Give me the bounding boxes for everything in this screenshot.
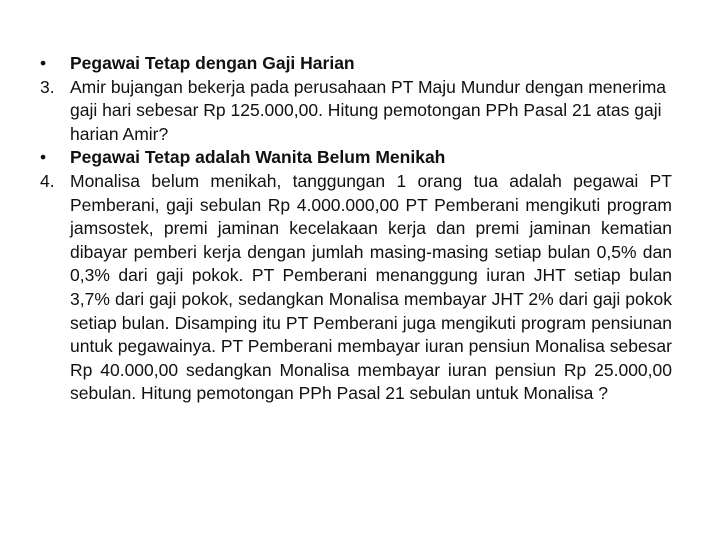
bullet-marker: • bbox=[40, 53, 47, 73]
question-3 bbox=[40, 76, 672, 147]
slide-content bbox=[40, 52, 672, 406]
question-text: Amir bujangan bekerja pada perusahaan PT Maju Mundur dengan menerima gaji hari sebesar Rp 125.000,00. Hitung pemotongan PPh Pasal 21 atas gaji harian Amir? bbox=[70, 76, 667, 144]
bullet-heading-text: Pegawai Tetap adalah Wanita Belum Menikah bbox=[70, 147, 446, 168]
bullet-heading-unmarried-woman bbox=[40, 146, 672, 170]
bullet-marker: • bbox=[40, 147, 47, 168]
bullet-heading-daily-wage bbox=[40, 52, 672, 76]
question-number: 3. bbox=[40, 76, 55, 97]
question-4 bbox=[40, 170, 672, 406]
question-text: Monalisa belum menikah, tanggungan 1 orang tua adalah pegawai PT Pemberani, gaji sebulan Rp 4.000.000,00 PT Pemberani mengikuti program jamsostek, premi jaminan kecelakaan kerja dan premi jaminan kematian dibayar pemberi kerja dengan jumlah masing-masing setiap bulan 0,5% dan 0,3% dari gaji pokok. PT Pemberani menanggung iuran JHT setiap bulan 3,7% dari gaji pokok, sedangkan Monalisa membayar JHT 2% dari gaji pokok setiap bulan. Disamping itu PT Pemberani juga mengikuti program pensiunan untuk pegawainya. PT Pemberani membayar iuran pensiun Monalisa sebesar Rp 40.000,00 sedangkan Monalisa membayar iuran pensiun Rp 25.000,00 sebulan. Hitung pemotongan PPh Pasal 21 sebulan untuk Monalisa ? bbox=[70, 170, 672, 404]
question-number: 4. bbox=[40, 170, 55, 191]
bullet-heading-text: Pegawai Tetap dengan Gaji Harian bbox=[70, 53, 355, 73]
